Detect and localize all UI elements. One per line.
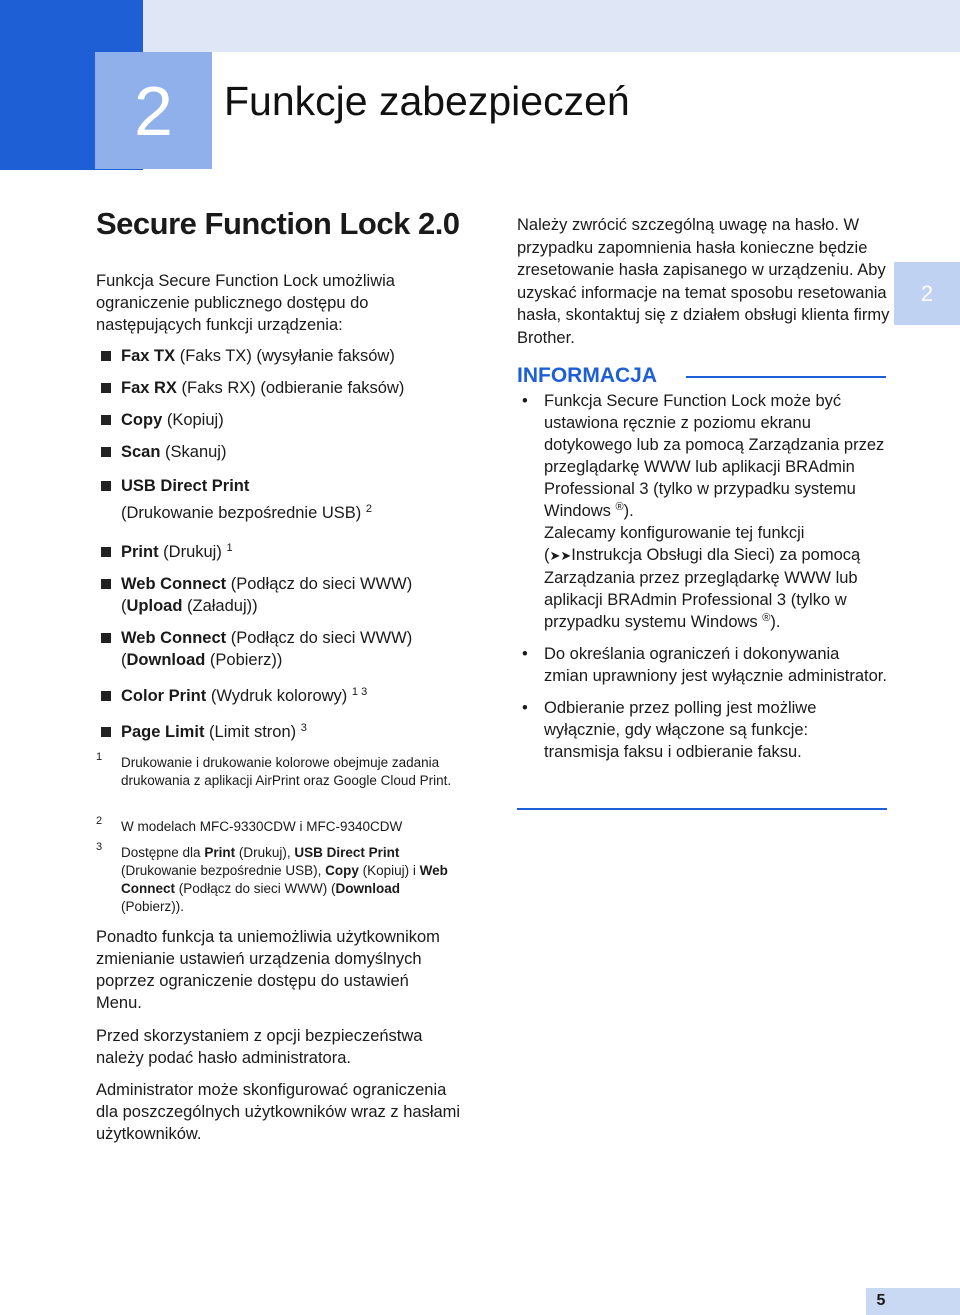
feature-item-fax-rx: Fax RX (Faks RX) (odbieranie faksów) (100, 377, 480, 399)
square-bullet-icon (101, 415, 111, 425)
feature-item-page-limit: Page Limit (Limit stron) $^3$ (100, 721, 480, 743)
info-bottom-rule (517, 808, 887, 810)
double-arrow-icon: ➤➤ (549, 548, 572, 563)
paragraph-menu-restriction: Ponadto funkcja ta uniemożliwia użytkownikom zmienianie ustawień urządzenia domyślnych poprzez ograniczenie dostępu do ustawień Menu. (96, 928, 440, 1012)
bullet-dot-icon: • (522, 392, 528, 410)
info-item-admin-only: • Do określania ograniczeń i dokonywania zmian uprawniony jest wyłącznie administrator. (522, 645, 887, 685)
chapter-number-box (95, 52, 212, 169)
footnote-2: 2 W modelach MFC-9330CDW i MFC-9340CDW (96, 815, 403, 834)
chapter-title: Funkcje zabezpieczeń (224, 78, 630, 124)
chapter-number: 2 (134, 71, 173, 150)
feature-list (100, 345, 480, 743)
feature-item-print: Print (Drukuj) $^1$ (100, 541, 480, 563)
page-number: 5 (876, 1292, 886, 1309)
square-bullet-icon (101, 547, 111, 557)
bullet-dot-icon: • (522, 699, 528, 717)
feature-item-web-connect-upload: Web Connect (Podłącz do sieci WWW) (Upload (Załaduj)) (100, 573, 480, 617)
bullet-dot-icon: • (522, 645, 528, 663)
side-tab-number: 2 (920, 280, 934, 306)
header-band-light (143, 0, 960, 52)
feature-item-scan: Scan (Skanuj) (100, 441, 480, 463)
info-heading-rule (686, 376, 886, 378)
square-bullet-icon (101, 691, 111, 701)
square-bullet-icon (101, 447, 111, 457)
section-title: Secure Function Lock 2.0 (96, 206, 460, 241)
info-item-polling: • Odbieranie przez polling jest możliwe wyłącznie, gdy włączone są funkcje: transmisja faksu i odbieranie faksu. (522, 699, 817, 761)
paragraph-admin-password: Przed skorzystaniem z opcji bezpieczeństwa należy podać hasło administratora. (96, 1027, 423, 1067)
footnote-1: 1 Drukowanie i drukowanie kolorowe obejmuje zadania drukowania z aplikacji AirPrint oraz Google Cloud Print. (96, 751, 452, 788)
square-bullet-icon (101, 481, 111, 491)
password-note: Należy zwrócić szczególną uwagę na hasło. W przypadku zapomnienia hasła konieczne będzie zresetowanie hasła zapisanego w urządzeniu. Aby uzyskać informacje na temat sposobu resetowania hasła, skontaktuj się z działem obsługi klienta firmy Brother. (517, 216, 890, 347)
square-bullet-icon (101, 351, 111, 361)
info-item-setup: • Funkcja Secure Function Lock może być ustawiona ręcznie z poziomu ekranu dotykowego lub za pomocą Zarządzania przez przeglądarkę WWW lub aplikacji BRAdmin Professional 3 (tylko w przypadku systemu Windows ®). Zalecamy konfigurowanie tej funkcji (➤➤Instrukcja Obsługi dla Sieci) za pomocą Zarządzania przez przeglądarkę WWW lub aplikacji BRAdmin Professional 3 (tylko w przypadku systemu Windows ®). (522, 392, 885, 631)
side-chapter-tab (894, 262, 960, 325)
section-intro: Funkcja Secure Function Lock umożliwia ograniczenie publicznego dostępu do następujących funkcji urządzenia: (96, 272, 395, 334)
square-bullet-icon (101, 579, 111, 589)
feature-item-copy: Copy (Kopiuj) (100, 409, 480, 431)
info-heading: INFORMACJA (517, 364, 657, 387)
square-bullet-icon (101, 383, 111, 393)
feature-item-fax-tx: Fax TX (Faks TX) (wysyłanie faksów) (100, 345, 480, 367)
paragraph-user-restrictions: Administrator może skonfigurować ograniczenia dla poszczególnych użytkowników wraz z hasłami użytkowników. (96, 1081, 461, 1143)
square-bullet-icon (101, 727, 111, 737)
footnote-3: 3 Dostępne dla Print (Drukuj), USB Direct Print (Drukowanie bezpośrednie USB), Copy (Kopiuj) i Web Connect (Podłącz do sieci WWW) (Download (Pobierz)). (96, 841, 448, 914)
feature-item-color-print: Color Print (Wydruk kolorowy) $^{1 3}$ (100, 685, 480, 707)
square-bullet-icon (101, 633, 111, 643)
info-list (517, 390, 887, 773)
feature-item-web-connect-download: Web Connect (Podłącz do sieci WWW) (Download (Pobierz)) (100, 627, 480, 671)
feature-item-usb-direct-print: USB Direct Print (Drukowanie bezpośrednie USB) $^2$ (100, 473, 480, 527)
